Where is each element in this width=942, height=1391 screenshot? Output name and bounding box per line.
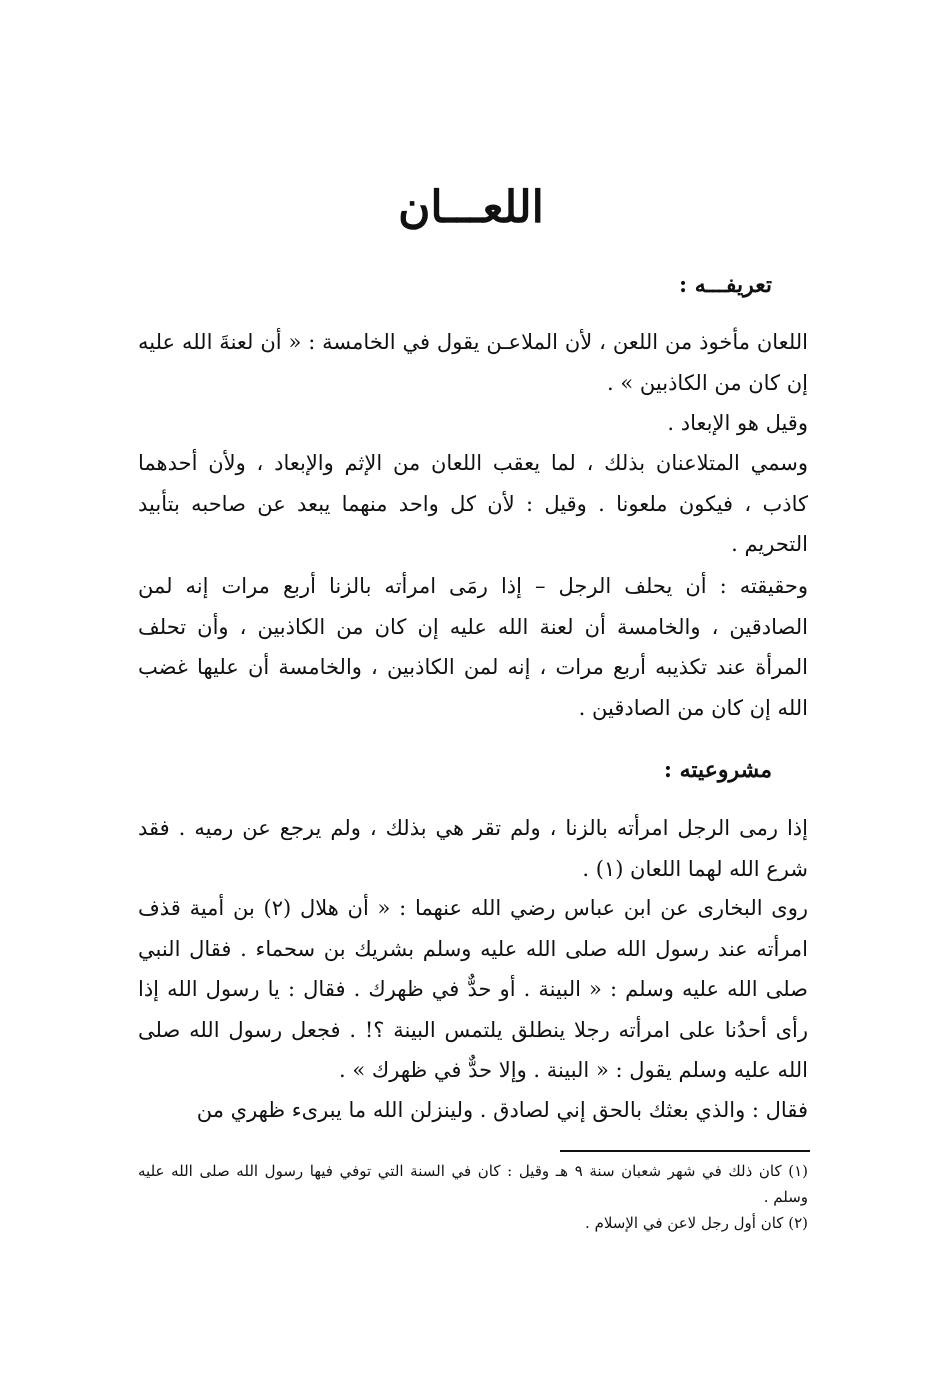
- footnote-divider: [560, 1150, 810, 1152]
- section-heading-definition: تعريفـــه :: [678, 272, 772, 298]
- footnotes: [138, 1158, 808, 1236]
- footnote: (١) كان ذلك في شهر شعبان سنة ٩ هـ وقيل : كان في السنة التي توفي فيها رسول الله صلى الله عليه وسلم .: [138, 1162, 808, 1206]
- paragraph: إذا رمى الرجل امرأته بالزنا ، ولم تقر هي بذلك ، ولم يرجع عن رميه . فقد شرع الله لهما اللعان (١) .: [138, 816, 808, 881]
- paragraph: اللعان مأخوذ من اللعن ، لأن الملاعـن يقول في الخامسة : « أن لعنةَ الله عليه إن كان من الكاذبين » .: [138, 330, 809, 395]
- section-heading-legitimacy: مشروعيته :: [663, 757, 772, 783]
- paragraph: روى البخارى عن ابن عباس رضي الله عنهما : « أن هلال (٢) بن أمية قذف امرأته عند رسول الله صلى الله عليه وسلم بشريك بن سحماء . فقال النبي صلى الله عليه وسلم : « البينة . أو حدٌّ في ظهرك . فقال : يا رسول الله إذا رأى أحدُنا على امرأته رجلا ينطلق يلتمس البينة ؟! . فجعل رسول الله صلى الله عليه وسلم يقول : « البينة . وإلا حدٌّ في ظهرك » .: [138, 896, 809, 1082]
- footnote: (٢) كان أول رجل لاعن في الإسلام .: [585, 1214, 808, 1232]
- paragraph: وقيل هو الإبعاد .: [667, 411, 808, 435]
- paragraph: وحقيقته : أن يحلف الرجل – إذا رمَى امرأته بالزنا أربع مرات إنه لمن الصادقين ، والخامسة أن لعنة الله عليه إن كان من الكاذبين ، وأن تحلف المرأة عند تكذيبه أربع مرات ، إنه لمن الكاذبين ، والخامسة أن عليها غضب الله إن كان من الصادقين .: [138, 574, 808, 720]
- paragraph: وسمي المتلاعنان بذلك ، لما يعقب اللعان من الإثم والإبعاد ، ولأن أحدهما كاذب ، فيكون ملعونا . وقيل : لأن كل واحد منهما يبعد عن صاحبه بتأبيد التحريم .: [138, 451, 808, 556]
- paragraph: فقال : والذي بعثك بالحق إني لصادق . ولينزلن الله ما يبرىء ظهري من: [196, 1098, 808, 1122]
- chapter-title: اللعـــان: [398, 182, 544, 233]
